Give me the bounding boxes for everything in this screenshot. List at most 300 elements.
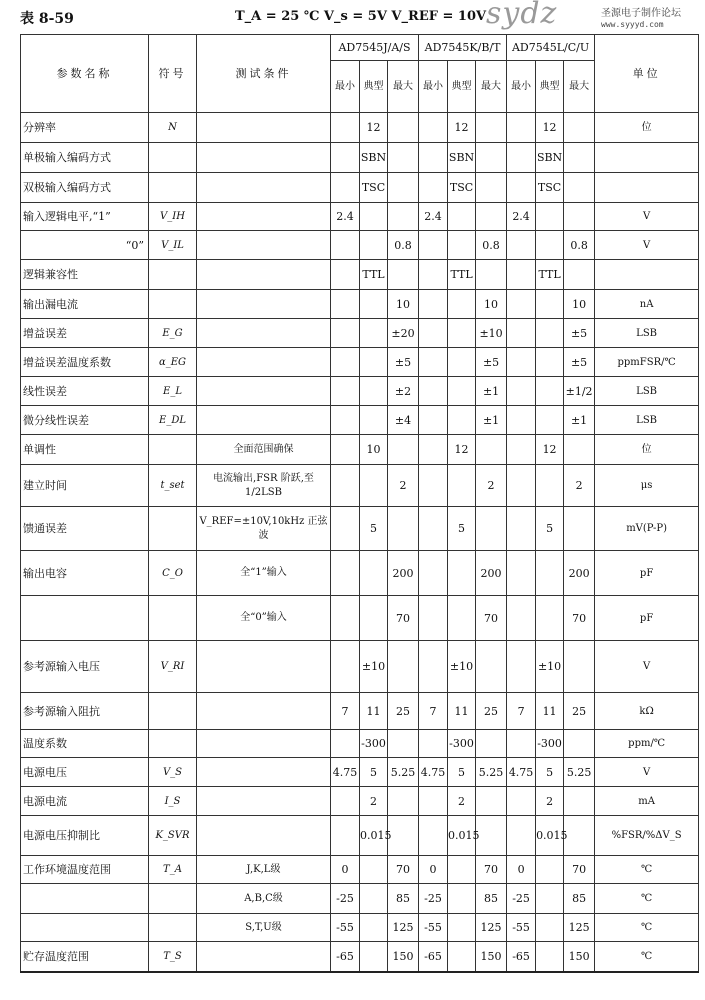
value-cell: ±10 [536,641,564,693]
param-cell: 参考源输入阻抗 [21,693,149,730]
value-cell [507,435,536,465]
table-row [21,914,699,942]
value-cell [360,319,388,348]
value-cell [564,787,595,816]
param-cell [21,914,149,942]
value-cell: 2.4 [419,203,448,231]
value-cell: -55 [331,914,360,942]
test-conditions: T_A = 25 ℃ V_s = 5V V_REF = 10V [235,9,487,24]
test-condition-cell: V_REF=±10V,10kHz 正弦波 [197,507,331,551]
value-cell [507,377,536,406]
value-cell [507,787,536,816]
param-cell [21,884,149,914]
param-cell [21,596,149,641]
value-cell: 5 [360,507,388,551]
table-row [21,435,699,465]
test-condition-cell: 全“1”输入 [197,551,331,596]
value-cell [388,507,419,551]
value-cell [419,113,448,143]
unit-cell: V [595,758,699,787]
param-cell: 单极输入编码方式 [21,143,149,173]
table-row [21,693,699,730]
unit-cell: ℃ [595,942,699,972]
watermark-logo: sydz [486,0,558,31]
value-cell [507,816,536,856]
value-cell [448,856,476,884]
min-header: 最小 [507,61,536,113]
value-cell [448,348,476,377]
value-cell [507,465,536,507]
param-cell: 参考源输入电压 [21,641,149,693]
value-cell [507,260,536,290]
value-cell [388,113,419,143]
value-cell [419,377,448,406]
table-row [21,787,699,816]
unit-cell: ppm/℃ [595,730,699,758]
unit-cell: ℃ [595,884,699,914]
col-symbol-header: 符号 [149,35,197,113]
symbol-cell [149,435,197,465]
value-cell: 70 [476,596,507,641]
value-cell [419,596,448,641]
value-cell: ±1 [564,406,595,435]
value-cell: 2.4 [507,203,536,231]
symbol-cell: t_set [149,465,197,507]
value-cell [564,203,595,231]
value-cell: 5 [448,758,476,787]
value-cell [388,787,419,816]
value-cell: 4.75 [419,758,448,787]
value-cell [536,856,564,884]
symbol-cell: N [149,113,197,143]
value-cell: 0.8 [388,231,419,260]
value-cell [507,231,536,260]
value-cell [476,507,507,551]
value-cell [360,856,388,884]
value-cell [448,377,476,406]
value-cell: 11 [536,693,564,730]
value-cell: 0 [507,856,536,884]
value-cell [476,435,507,465]
value-cell [476,260,507,290]
value-cell [419,816,448,856]
symbol-cell [149,260,197,290]
value-cell [507,406,536,435]
value-cell [360,290,388,319]
value-cell [419,787,448,816]
value-cell: -300 [360,730,388,758]
symbol-cell: E_DL [149,406,197,435]
value-cell: TTL [536,260,564,290]
value-cell [388,203,419,231]
symbol-cell: K_SVR [149,816,197,856]
value-cell: 0.015 [360,816,388,856]
value-cell: 2.4 [331,203,360,231]
max-header: 最大 [564,61,595,113]
value-cell [448,406,476,435]
test-condition-cell [197,260,331,290]
value-cell: -25 [331,884,360,914]
value-cell: ±10 [360,641,388,693]
value-cell [388,143,419,173]
value-cell [507,507,536,551]
symbol-cell [149,884,197,914]
watermark [486,0,705,36]
value-cell [331,596,360,641]
symbol-cell: V_IL [149,231,197,260]
test-condition-cell [197,787,331,816]
value-cell [564,260,595,290]
value-cell [360,884,388,914]
value-cell [331,231,360,260]
value-cell [564,730,595,758]
value-cell: 12 [360,113,388,143]
value-cell [388,816,419,856]
test-condition-cell [197,348,331,377]
unit-cell: LSB [595,406,699,435]
value-cell [448,914,476,942]
symbol-cell: V_RI [149,641,197,693]
value-cell: ±2 [388,377,419,406]
test-condition-cell: J,K,L级 [197,856,331,884]
value-cell [331,173,360,203]
unit-cell: kΩ [595,693,699,730]
table-row [21,465,699,507]
symbol-cell [149,730,197,758]
symbol-cell: C_O [149,551,197,596]
unit-cell: LSB [595,377,699,406]
value-cell: -25 [419,884,448,914]
value-cell: 4.75 [331,758,360,787]
value-cell [564,507,595,551]
value-cell: 0.8 [564,231,595,260]
symbol-cell: E_L [149,377,197,406]
value-cell: 125 [476,914,507,942]
value-cell: 5.25 [388,758,419,787]
test-condition-cell [197,693,331,730]
value-cell [476,730,507,758]
value-cell [331,143,360,173]
unit-cell: nA [595,290,699,319]
value-cell [507,143,536,173]
value-cell: SBN [448,143,476,173]
value-cell [331,377,360,406]
value-cell: -300 [448,730,476,758]
value-cell [536,290,564,319]
value-cell: ±10 [448,641,476,693]
value-cell [331,551,360,596]
value-cell [564,816,595,856]
value-cell: -55 [419,914,448,942]
value-cell: ±1 [476,377,507,406]
value-cell [536,884,564,914]
symbol-cell [149,693,197,730]
value-cell: ±1 [476,406,507,435]
value-cell [360,596,388,641]
value-cell [419,406,448,435]
symbol-cell: α_EG [149,348,197,377]
symbol-cell [149,173,197,203]
value-cell [419,465,448,507]
table-row [21,231,699,260]
table-row [21,856,699,884]
value-cell: SBN [360,143,388,173]
value-cell: 85 [476,884,507,914]
value-cell [448,203,476,231]
table-header-bar [0,0,705,34]
param-cell: 增益误差 [21,319,149,348]
test-condition-cell: 全面范围确保 [197,435,331,465]
value-cell: 2 [564,465,595,507]
value-cell [331,730,360,758]
value-cell: 12 [536,113,564,143]
value-cell [536,942,564,972]
value-cell: 5 [536,507,564,551]
test-condition-cell [197,173,331,203]
symbol-cell: V_IH [149,203,197,231]
value-cell [448,884,476,914]
table-row [21,641,699,693]
value-cell: -25 [507,884,536,914]
value-cell: 25 [564,693,595,730]
value-cell: 2 [388,465,419,507]
value-cell [388,173,419,203]
value-cell [476,143,507,173]
value-cell [448,942,476,972]
param-cell: 输入逻辑电平,“1” [21,203,149,231]
value-cell [476,113,507,143]
param-cell: 温度系数 [21,730,149,758]
table-row [21,758,699,787]
value-cell: TTL [448,260,476,290]
value-cell: 0.8 [476,231,507,260]
value-cell [448,596,476,641]
value-cell [536,465,564,507]
value-cell: 11 [360,693,388,730]
unit-cell: 位 [595,113,699,143]
value-cell: 5.25 [564,758,595,787]
value-cell [536,319,564,348]
value-cell [360,231,388,260]
value-cell [476,787,507,816]
test-condition-cell [197,319,331,348]
table-row [21,884,699,914]
value-cell [360,942,388,972]
value-cell [448,319,476,348]
value-cell: 85 [564,884,595,914]
value-cell [360,551,388,596]
value-cell [564,143,595,173]
value-cell [331,319,360,348]
unit-cell: LSB [595,319,699,348]
value-cell: 150 [564,942,595,972]
value-cell [448,290,476,319]
unit-cell: ℃ [595,856,699,884]
value-cell: 70 [388,596,419,641]
table-row [21,173,699,203]
value-cell: 10 [564,290,595,319]
symbol-cell [149,596,197,641]
symbol-cell [149,914,197,942]
value-cell: 12 [536,435,564,465]
value-cell [419,641,448,693]
value-cell [360,914,388,942]
value-cell [536,551,564,596]
value-cell: 2 [536,787,564,816]
table-row [21,203,699,231]
param-cell: 增益误差温度系数 [21,348,149,377]
value-cell: 200 [388,551,419,596]
value-cell [419,231,448,260]
unit-cell: ℃ [595,914,699,942]
value-cell: 5 [360,758,388,787]
value-cell: ±5 [388,348,419,377]
value-cell: ±5 [476,348,507,377]
value-cell [476,816,507,856]
value-cell [564,435,595,465]
value-cell: SBN [536,143,564,173]
value-cell: 70 [564,856,595,884]
param-cell: 输出电容 [21,551,149,596]
value-cell [507,290,536,319]
value-cell [507,113,536,143]
param-cell: 输出漏电流 [21,290,149,319]
value-cell [388,435,419,465]
value-cell [360,406,388,435]
value-cell: -65 [331,942,360,972]
spec-table [20,34,699,973]
value-cell [448,465,476,507]
unit-cell [595,260,699,290]
symbol-cell: T_A [149,856,197,884]
value-cell: 4.75 [507,758,536,787]
value-cell: 10 [388,290,419,319]
unit-cell: V [595,231,699,260]
value-cell: ±4 [388,406,419,435]
value-cell: ±10 [476,319,507,348]
value-cell [476,173,507,203]
unit-cell: mA [595,787,699,816]
value-cell [419,730,448,758]
unit-cell: pF [595,551,699,596]
param-cell: 馈通误差 [21,507,149,551]
value-cell: 5 [536,758,564,787]
table-row [21,507,699,551]
col-param-header: 参数名称 [21,35,149,113]
value-cell [419,260,448,290]
value-cell: 200 [564,551,595,596]
test-condition-cell [197,730,331,758]
value-cell [419,319,448,348]
watermark-url: www.syyyd.com [601,20,664,29]
table-row [21,290,699,319]
param-cell: 线性误差 [21,377,149,406]
table-row [21,260,699,290]
value-cell [331,816,360,856]
value-cell: TSC [448,173,476,203]
test-condition-cell [197,113,331,143]
param-cell: 建立时间 [21,465,149,507]
symbol-cell [149,290,197,319]
value-cell [331,507,360,551]
test-condition-cell [197,406,331,435]
test-condition-cell [197,641,331,693]
unit-cell [595,173,699,203]
test-condition-cell: 全“0”输入 [197,596,331,641]
value-cell: 5 [448,507,476,551]
value-cell [388,260,419,290]
value-cell [388,641,419,693]
value-cell: 25 [476,693,507,730]
value-cell [419,173,448,203]
min-header: 最小 [331,61,360,113]
table-row [21,348,699,377]
value-cell [331,465,360,507]
value-cell [507,641,536,693]
param-cell: 逻辑兼容性 [21,260,149,290]
value-cell [536,231,564,260]
unit-cell [595,143,699,173]
test-condition-cell [197,231,331,260]
value-cell [536,377,564,406]
value-cell [536,914,564,942]
symbol-cell [149,143,197,173]
value-cell [331,290,360,319]
value-cell: -300 [536,730,564,758]
value-cell: 125 [388,914,419,942]
symbol-cell [149,507,197,551]
value-cell [331,787,360,816]
table-row [21,319,699,348]
value-cell: -55 [507,914,536,942]
test-condition-cell [197,816,331,856]
param-cell: 微分线性误差 [21,406,149,435]
value-cell [536,406,564,435]
test-condition-cell: S,T,U级 [197,914,331,942]
value-cell [448,231,476,260]
value-cell [331,113,360,143]
value-cell: 25 [388,693,419,730]
value-cell: ±5 [564,319,595,348]
value-cell: 12 [448,113,476,143]
unit-cell: 位 [595,435,699,465]
symbol-cell: I_S [149,787,197,816]
value-cell: 85 [388,884,419,914]
param-cell: 电源电压 [21,758,149,787]
max-header: 最大 [388,61,419,113]
value-cell [331,348,360,377]
value-cell [419,290,448,319]
value-cell [507,551,536,596]
value-cell: 70 [476,856,507,884]
value-cell [507,596,536,641]
value-cell: 5.25 [476,758,507,787]
value-cell [331,435,360,465]
value-cell [564,641,595,693]
unit-cell: V [595,641,699,693]
unit-cell: mV(P-P) [595,507,699,551]
test-condition-cell: 电流输出,FSR 阶跃,至1/2LSB [197,465,331,507]
value-cell: ±20 [388,319,419,348]
group1-header: AD7545J/A/S [331,35,419,61]
value-cell: 0 [331,856,360,884]
param-cell: “0” [21,231,149,260]
typ-header: 典型 [448,61,476,113]
value-cell [564,113,595,143]
table-row [21,377,699,406]
col-test-cond-header: 测试条件 [197,35,331,113]
value-cell: ±5 [564,348,595,377]
